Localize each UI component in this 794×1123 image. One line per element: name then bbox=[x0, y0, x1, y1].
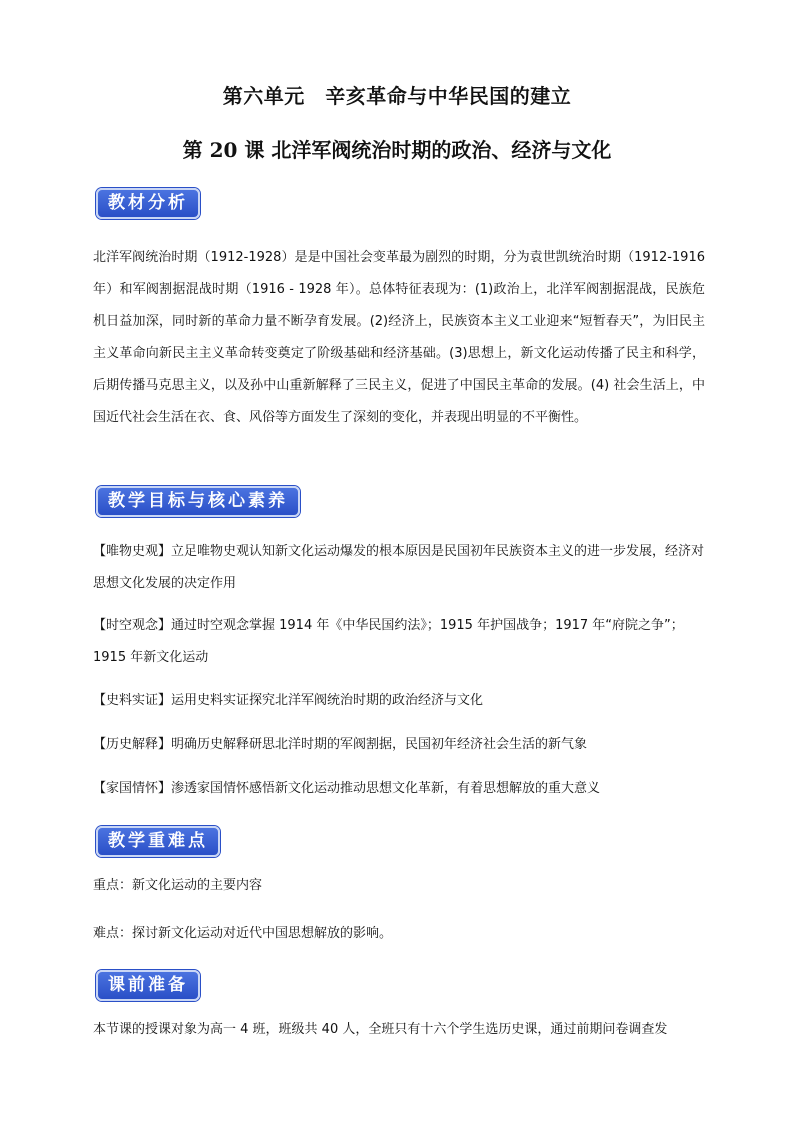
section-badge-analysis: 教材分析 bbox=[96, 188, 200, 219]
goal-item: 【时空观念】通过时空观念掌握 1914 年《中华民国约法》；1915 年护国战争；1917 年“府院之争”；1915 年新文化运动 bbox=[93, 618, 684, 665]
goal-item: 【家国情怀】渗透家国情怀感悟新文化运动推动思想文化革新，有着思想解放的重大意义 bbox=[93, 781, 601, 796]
section-badge-key-points: 教学重难点 bbox=[96, 826, 220, 857]
key-point-text: 重点：新文化运动的主要内容 bbox=[93, 878, 263, 893]
goal-item: 【史料实证】运用史料实证探究北洋军阀统治时期的政治经济与文化 bbox=[93, 693, 484, 708]
preparation-text: 本节课的授课对象为高一 4 班，班级共 40 人，全班只有十六个学生选历史课，通过前期问卷调查发 bbox=[93, 1022, 668, 1037]
analysis-paragraph: 北洋军阀统治时期（1912-1928）是是中国社会变革最为剧烈的时期，分为袁世凯统治时期（1912-1916 年）和军阀割据混战时期（1916 - 1928 年）。总体特征表现为：(1)政治上，北洋军阀割据混战，民族危机日益加深，同时新的革命力量不断孕育发展。(2)经济上，民族资本主义工业迎来“短暂春天”，为旧民主主义革命向新民主主义革命转变奠定了阶级基础和经济基础。(3)思想上，新文化运动传播了民主和科学，后期传播马克思主义，以及孙中山重新解释了三民主义，促进了中国民主革命的发展。(4) 社会生活上，中国近代社会生活在衣、食、风俗等方面发生了深刻的变化，并表现出明显的不平衡性。 bbox=[93, 250, 705, 425]
section-badge-goals: 教学目标与核心素养 bbox=[96, 486, 300, 517]
goal-item: 【唯物史观】立足唯物史观认知新文化运动爆发的根本原因是民国初年民族资本主义的进一步发展，经济对思想文化发展的决定作用 bbox=[93, 544, 705, 591]
lesson-title: 第 20 课 北洋军阀统治时期的政治、经济与文化 bbox=[182, 138, 612, 162]
unit-title: 第六单元 辛亥革命与中华民国的建立 bbox=[222, 84, 572, 108]
difficulty-text: 难点：探讨新文化运动对近代中国思想解放的影响。 bbox=[93, 926, 393, 941]
section-badge-preparation: 课前准备 bbox=[96, 970, 200, 1001]
goal-item: 【历史解释】明确历史解释研思北洋时期的军阀割据，民国初年经济社会生活的新气象 bbox=[93, 737, 588, 752]
